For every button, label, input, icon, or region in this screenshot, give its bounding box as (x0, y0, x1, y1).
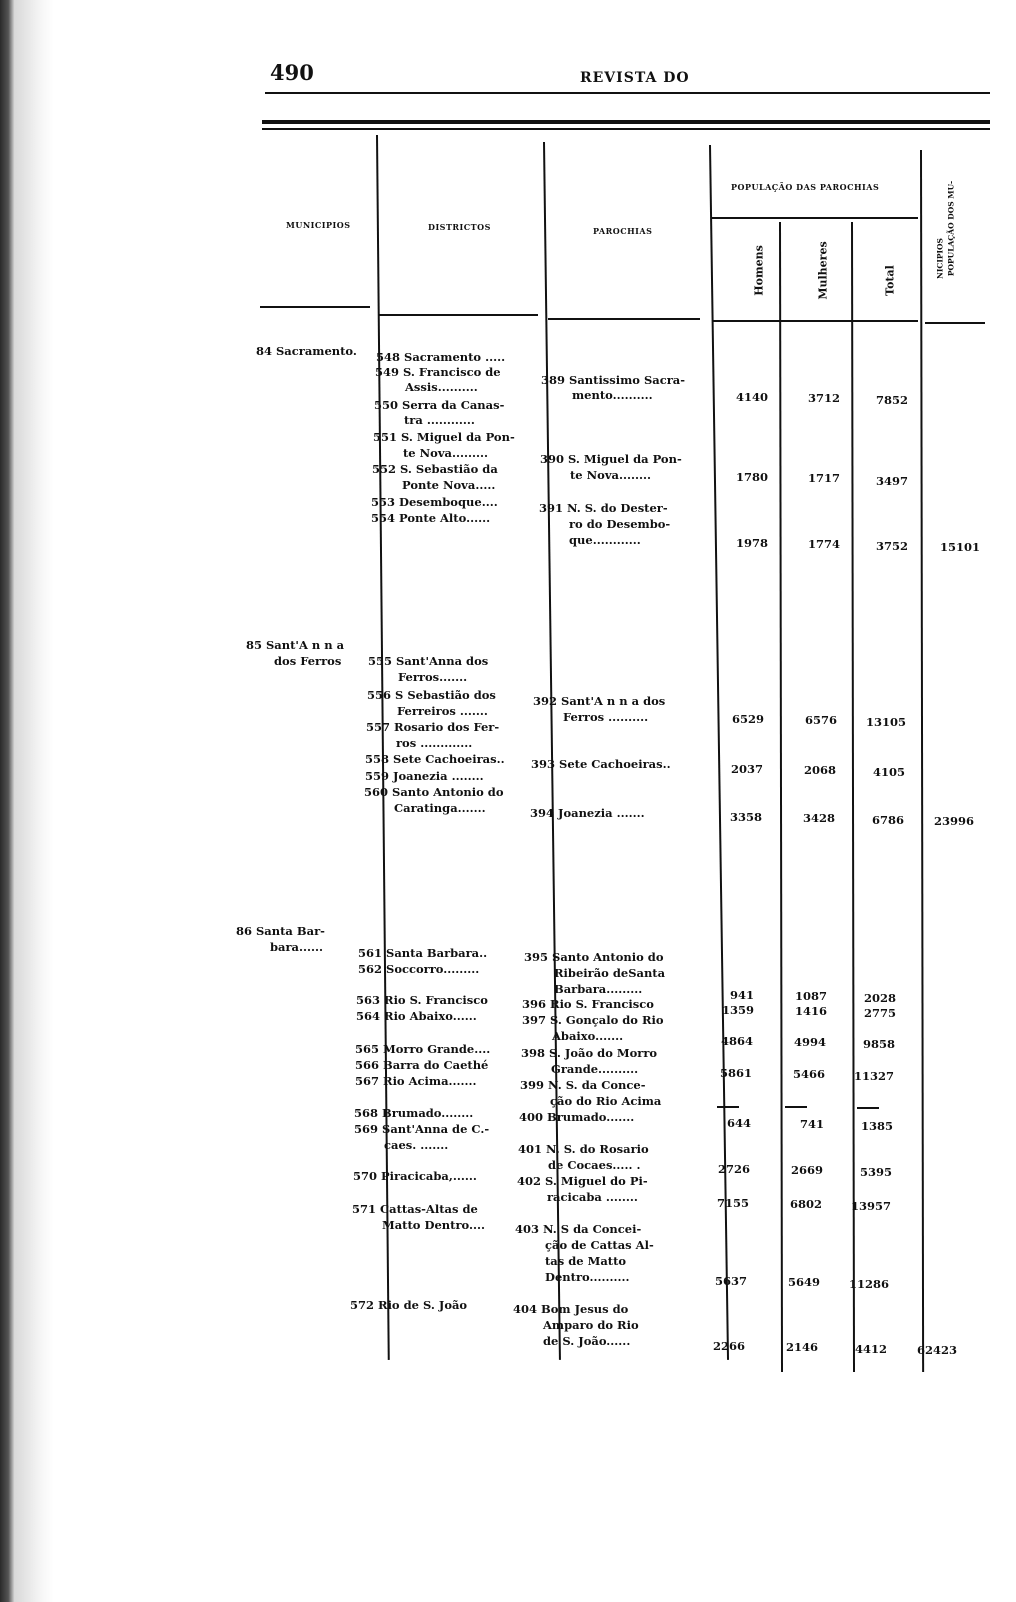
municipio-85-line-1: 85 Sant'A n n a (246, 638, 345, 652)
parochia-line: ro do Desembo- (569, 517, 671, 531)
districto-line: 553 Desemboque.... (371, 495, 498, 509)
districto-line: 566 Barra do Caethé (355, 1058, 489, 1072)
homens-value: 4140 (735, 390, 768, 404)
parochia-line: 395 Santo Antonio do (524, 950, 664, 964)
header-populacao-municipios-1: POPULAÇÃO DOS MU- (946, 180, 956, 277)
total-value: 13105 (865, 715, 906, 729)
mulheres-value: 1774 (807, 537, 840, 551)
districto-line: 554 Ponte Alto...... (371, 511, 491, 525)
districto-line: 563 Rio S. Francisco (356, 993, 488, 1007)
districto-line: 557 Rosario dos Fer- (366, 720, 500, 734)
homens-value: 1978 (735, 536, 768, 550)
districto-line: Ferreiros ....... (397, 704, 488, 718)
mulheres-value: 5649 (787, 1275, 820, 1289)
parochia-line: racicaba ........ (547, 1190, 638, 1204)
parochia-line: 392 Sant'A n n a dos (533, 694, 666, 708)
districto-line: 555 Sant'Anna dos (368, 654, 489, 668)
total-value: 4412 (854, 1342, 887, 1356)
parochia-line: Barbara......... (554, 982, 643, 996)
parochia-line: 389 Santissimo Sacra- (541, 373, 686, 387)
homens-value: 5861 (719, 1066, 752, 1080)
mulheres-value: 1416 (794, 1004, 827, 1018)
total-value: 2775 (863, 1006, 896, 1020)
header-mulheres: Mulheres (816, 241, 830, 300)
districto-line: 567 Rio Acima....... (355, 1074, 477, 1088)
parochia-line: ção do Rio Acima (550, 1094, 662, 1108)
parochia-line: Ribeirão deSanta (554, 966, 666, 980)
parochia-line: Abaixo....... (552, 1029, 624, 1043)
page-number: 490 (270, 60, 314, 85)
municipio-84: 84 Sacramento. (256, 344, 357, 358)
districto-line: 558 Sete Cachoeiras.. (365, 752, 505, 766)
districto-line: te Nova......... (403, 446, 488, 460)
separator-dash (717, 1106, 739, 1108)
districto-line: 570 Piracicaba,...... (353, 1169, 477, 1183)
header-districtos: DISTRICTOS (428, 222, 491, 232)
populacao-subheader-rule (712, 217, 918, 219)
districto-line: 562 Soccorro......... (358, 962, 480, 976)
districto-line: Assis.......... (405, 380, 478, 394)
homens-value: 644 (726, 1116, 751, 1130)
homens-value: 2266 (712, 1339, 745, 1353)
municipio-total-value: 15101 (939, 540, 980, 554)
total-value: 11286 (848, 1277, 889, 1291)
table-top-rule-2 (262, 128, 990, 130)
column-rule-6 (920, 150, 924, 1372)
districto-line: 564 Rio Abaixo...... (356, 1009, 477, 1023)
districto-line: 561 Santa Barbara.. (358, 946, 488, 960)
page-edge-shadow (14, 0, 54, 1602)
municipio-85-line-2: dos Ferros (274, 654, 342, 668)
header-bottom-rule-municipios (260, 306, 370, 308)
total-value: 13957 (850, 1199, 891, 1213)
parochia-line: 402 S. Miguel do Pi- (517, 1174, 648, 1188)
table-top-rule (262, 120, 990, 124)
districto-line: caes. ....... (384, 1138, 449, 1152)
total-value: 11327 (853, 1069, 894, 1083)
total-value: 7852 (875, 393, 908, 407)
header-homens: Homens (752, 245, 766, 296)
parochia-line: 401 N. S. do Rosario (518, 1142, 649, 1156)
municipio-total-value: 62423 (916, 1343, 957, 1357)
header-rule (265, 92, 990, 94)
homens-value: 5637 (714, 1274, 747, 1288)
parochia-line: 399 N. S. da Conce- (520, 1078, 646, 1092)
mulheres-value: 6802 (789, 1197, 822, 1211)
book-spine (0, 0, 14, 1602)
parochia-line: 390 S. Miguel da Pon- (540, 452, 682, 466)
separator-dash (857, 1107, 879, 1109)
mulheres-value: 2068 (803, 763, 836, 777)
parochia-line: 396 Rio S. Francisco (522, 997, 654, 1011)
mulheres-value: 6576 (804, 713, 837, 727)
separator-dash (785, 1106, 807, 1108)
districto-line: Ponte Nova..... (402, 478, 496, 492)
municipio-total-value: 23996 (933, 814, 974, 828)
municipio-86-line-2: bara...... (270, 940, 324, 954)
districto-line: Ferros....... (398, 670, 468, 684)
districto-line: 565 Morro Grande.... (355, 1042, 491, 1056)
homens-value: 7155 (716, 1196, 749, 1210)
homens-value: 3358 (729, 810, 762, 824)
mulheres-value: 4994 (793, 1035, 826, 1049)
mulheres-value: 1717 (807, 471, 840, 485)
total-value: 3752 (875, 539, 908, 553)
districto-line: 550 Serra da Canas- (374, 398, 505, 412)
mulheres-value: 2146 (785, 1340, 818, 1354)
header-bottom-rule-municipio-total (925, 322, 985, 324)
homens-value: 1359 (721, 1003, 754, 1017)
parochia-line: de Cocaes..... . (548, 1158, 641, 1172)
parochia-line: 397 S. Gonçalo do Rio (522, 1013, 664, 1027)
parochia-line: 391 N. S. do Dester- (539, 501, 668, 515)
total-value: 4105 (872, 765, 905, 779)
districto-line: 568 Brumado........ (354, 1106, 474, 1120)
homens-value: 941 (729, 988, 754, 1002)
parochia-line: 403 N. S da Concei- (515, 1222, 642, 1236)
districto-line: 556 S Sebastião dos (367, 688, 496, 702)
total-value: 9858 (862, 1037, 895, 1051)
parochia-line: Dentro.......... (545, 1270, 630, 1284)
parochia-line: 394 Joanezia ....... (530, 806, 645, 820)
districto-line: 552 S. Sebastião da (372, 462, 498, 476)
parochia-line: Amparo do Rio (543, 1318, 639, 1332)
districto-line: 571 Cattas-Altas de (352, 1202, 478, 1216)
districto-line: 559 Joanezia ........ (365, 769, 484, 783)
parochia-line: 400 Brumado....... (519, 1110, 635, 1124)
districto-line: 560 Santo Antonio do (364, 785, 504, 799)
districto-line: 548 Sacramento ..... (376, 350, 506, 364)
parochia-line: de S. João...... (543, 1334, 631, 1348)
parochia-line: ção de Cattas Al- (545, 1238, 654, 1252)
homens-value: 2037 (730, 762, 763, 776)
districto-line: Caratinga....... (394, 801, 486, 815)
parochia-line: te Nova........ (570, 468, 651, 482)
column-rule-3 (709, 145, 729, 1360)
total-value: 2028 (863, 991, 896, 1005)
districto-line: 551 S. Miguel da Pon- (373, 430, 515, 444)
homens-value: 4864 (720, 1034, 753, 1048)
header-populacao-municipios-2: NICIPIOS (935, 238, 945, 279)
parochia-line: Grande.......... (551, 1062, 639, 1076)
municipio-86-line-1: 86 Santa Bar- (236, 924, 325, 938)
parochia-line: tas de Matto (545, 1254, 627, 1268)
districto-line: Matto Dentro.... (382, 1218, 485, 1232)
parochia-line: Ferros .......... (563, 710, 649, 724)
mulheres-value: 2669 (790, 1163, 823, 1177)
districto-line: tra ............ (404, 413, 475, 427)
mulheres-value: 5466 (792, 1067, 825, 1081)
parochia-line: 393 Sete Cachoeiras.. (531, 757, 671, 771)
homens-value: 1780 (735, 470, 768, 484)
total-value: 1385 (860, 1119, 893, 1133)
header-municipios: MUNICIPIOS (286, 220, 351, 230)
districto-line: 572 Rio de S. João (350, 1298, 468, 1312)
mulheres-value: 3428 (802, 811, 835, 825)
parochia-line: mento.......... (572, 388, 653, 402)
districto-line: 569 Sant'Anna de C.- (354, 1122, 490, 1136)
districto-line: ros ............. (396, 736, 473, 750)
header-populacao-parochias: POPULAÇÃO DAS PAROCHIAS (731, 182, 880, 192)
total-value: 3497 (875, 474, 908, 488)
parochia-line: que............ (569, 533, 641, 547)
total-value: 5395 (859, 1165, 892, 1179)
mulheres-value: 3712 (807, 391, 840, 405)
parochia-line: 398 S. João do Morro (521, 1046, 658, 1060)
total-value: 6786 (871, 813, 904, 827)
header-parochias: PAROCHIAS (593, 226, 653, 236)
header-bottom-rule-districtos (378, 314, 538, 316)
header-bottom-rule-parochias (548, 318, 700, 320)
running-title: REVISTA DO (580, 70, 690, 86)
homens-value: 2726 (717, 1162, 750, 1176)
homens-value: 6529 (731, 712, 764, 726)
mulheres-value: 1087 (794, 989, 827, 1003)
mulheres-value: 741 (799, 1117, 824, 1131)
districto-line: 549 S. Francisco de (375, 365, 501, 379)
page-header (270, 58, 990, 92)
header-total: Total (883, 265, 897, 296)
parochia-line: 404 Bom Jesus do (513, 1302, 629, 1316)
